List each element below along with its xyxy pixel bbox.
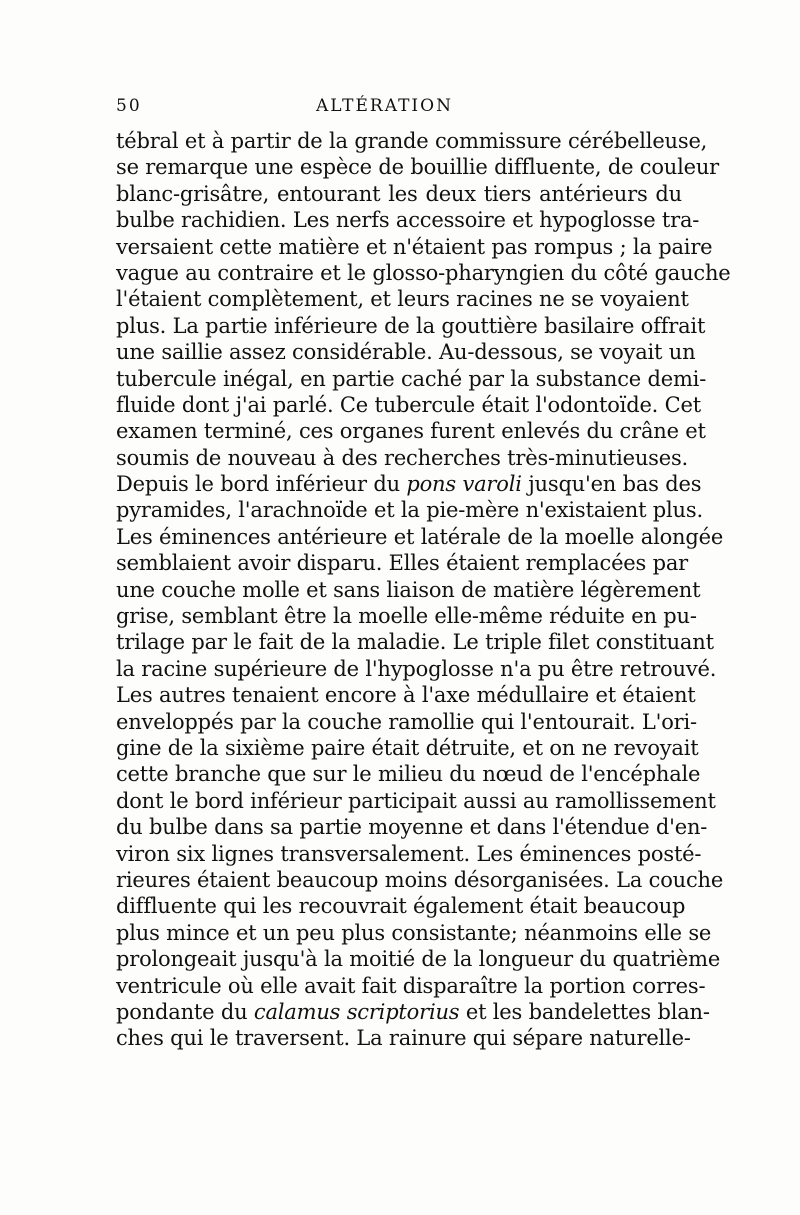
text-segment: examen terminé, ces organes furent enlevés du crâne et — [116, 419, 706, 444]
text-line — [116, 999, 710, 1025]
text-line — [116, 392, 701, 418]
text-line — [116, 656, 717, 682]
text-segment: blanc-grisâtre, entourant les deux tiers antérieurs du — [116, 181, 682, 206]
text-segment: et les bandelettes blan- — [459, 999, 710, 1024]
text-line — [116, 181, 682, 207]
text-line — [116, 893, 686, 919]
body-text — [116, 128, 731, 1052]
text-line — [116, 207, 700, 233]
text-line — [116, 313, 706, 339]
text-segment: tébral et à partir de la grande commissure cérébelleuse, — [116, 129, 708, 153]
text-segment: bulbe rachidien. Les nerfs accessoire et hypoglosse tra- — [116, 208, 700, 233]
text-segment: vague au contraire et le glosso-pharyngien du côté gauche — [116, 260, 731, 285]
text-line — [116, 709, 697, 735]
text-segment: gine de la sixième paire était détruite, et on ne revoyait — [116, 735, 699, 760]
text-segment: une couche molle et sans liaison de matière légèrement — [116, 577, 701, 602]
text-line — [116, 234, 713, 260]
text-segment: fluide dont j'ai parlé. Ce tubercule était l'odontoïde. Cet — [116, 392, 701, 417]
text-line — [116, 471, 702, 497]
text-line — [116, 682, 696, 708]
text-segment: la racine supérieure de l'hypoglosse n'a pu être retrouvé. — [116, 656, 717, 681]
page-header — [116, 96, 680, 120]
text-segment: ches qui le traversent. La rainure qui sépare naturelle- — [116, 1026, 691, 1051]
text-segment: enveloppés par la couche ramollie qui l'entourait. L'ori- — [116, 709, 697, 734]
text-line — [116, 735, 699, 761]
text-line — [116, 497, 703, 523]
text-line — [116, 418, 706, 444]
text-line — [116, 524, 724, 550]
text-line — [116, 973, 706, 999]
text-segment: une saillie assez considérable. Au-dessous, se voyait un — [116, 340, 696, 365]
text-line — [116, 286, 689, 312]
text-segment: Les autres tenaient encore à l'axe médullaire et étaient — [116, 683, 696, 708]
text-segment: grise, semblant être la moelle elle-même réduite en pu- — [116, 604, 697, 629]
text-segment: semblaient avoir disparu. Elles étaient remplacées par — [116, 551, 688, 576]
text-segment: trilage par le fait de la maladie. Le triple filet constituant — [116, 630, 714, 655]
text-segment: Les éminences antérieure et latérale de la moelle alongée — [116, 524, 724, 549]
text-line — [116, 445, 689, 471]
text-segment: jusqu'en bas des — [521, 472, 702, 497]
text-line — [116, 761, 701, 787]
text-segment: dont le bord inférieur participait aussi au ramollissement — [116, 788, 716, 813]
text-segment: tubercule inégal, en partie caché par la substance demi- — [116, 366, 707, 391]
text-line — [116, 128, 708, 154]
text-line — [116, 339, 696, 365]
text-segment: se remarque une espèce de bouillie diffluente, de couleur — [116, 155, 720, 180]
text-line — [116, 867, 724, 893]
text-line — [116, 603, 697, 629]
text-segment: l'étaient complètement, et leurs racines ne se voyaient — [116, 287, 689, 312]
italic-term: calamus scriptorius — [253, 999, 460, 1024]
text-segment: prolongeait jusqu'à la moitié de la longueur du quatrième — [116, 947, 721, 972]
text-segment: du bulbe dans sa partie moyenne et dans l'étendue d'en- — [116, 815, 708, 840]
text-segment: pyramides, l'arachnoïde et la pie-mère n'existaient plus. — [116, 498, 703, 523]
text-line — [116, 366, 707, 392]
text-segment: versaient cette matière et n'étaient pas rompus ; la paire — [116, 234, 713, 259]
text-line — [116, 577, 701, 603]
text-segment: cette branche que sur le milieu du nœud de l'encéphale — [116, 762, 701, 787]
page-number: 50 — [116, 96, 142, 116]
text-line — [116, 154, 720, 180]
text-line — [116, 629, 714, 655]
italic-term: pons varoli — [406, 472, 522, 497]
text-segment: soumis de nouveau à des recherches très-minutieuses. — [116, 445, 689, 470]
text-line — [116, 920, 712, 946]
text-line — [116, 260, 731, 286]
text-segment: Depuis le bord inférieur du — [116, 472, 407, 497]
text-segment: ventricule où elle avait fait disparaître la portion corres- — [116, 973, 706, 998]
text-line — [116, 550, 688, 576]
text-line — [116, 946, 721, 972]
text-segment: pondante du — [116, 999, 254, 1024]
text-segment: plus mince et un peu plus consistante; néanmoins elle se — [116, 920, 712, 945]
text-line — [116, 1025, 691, 1051]
text-line — [116, 814, 708, 840]
running-head: ALTÉRATION — [316, 96, 453, 116]
text-line — [116, 788, 716, 814]
text-segment: diffluente qui les recouvrait également était beaucoup — [116, 894, 686, 919]
text-segment: rieures étaient beaucoup moins désorganisées. La couche — [116, 867, 724, 892]
text-line — [116, 841, 702, 867]
text-segment: viron six lignes transversalement. Les éminences posté- — [116, 841, 702, 866]
text-segment: plus. La partie inférieure de la gouttière basilaire offrait — [116, 313, 706, 338]
